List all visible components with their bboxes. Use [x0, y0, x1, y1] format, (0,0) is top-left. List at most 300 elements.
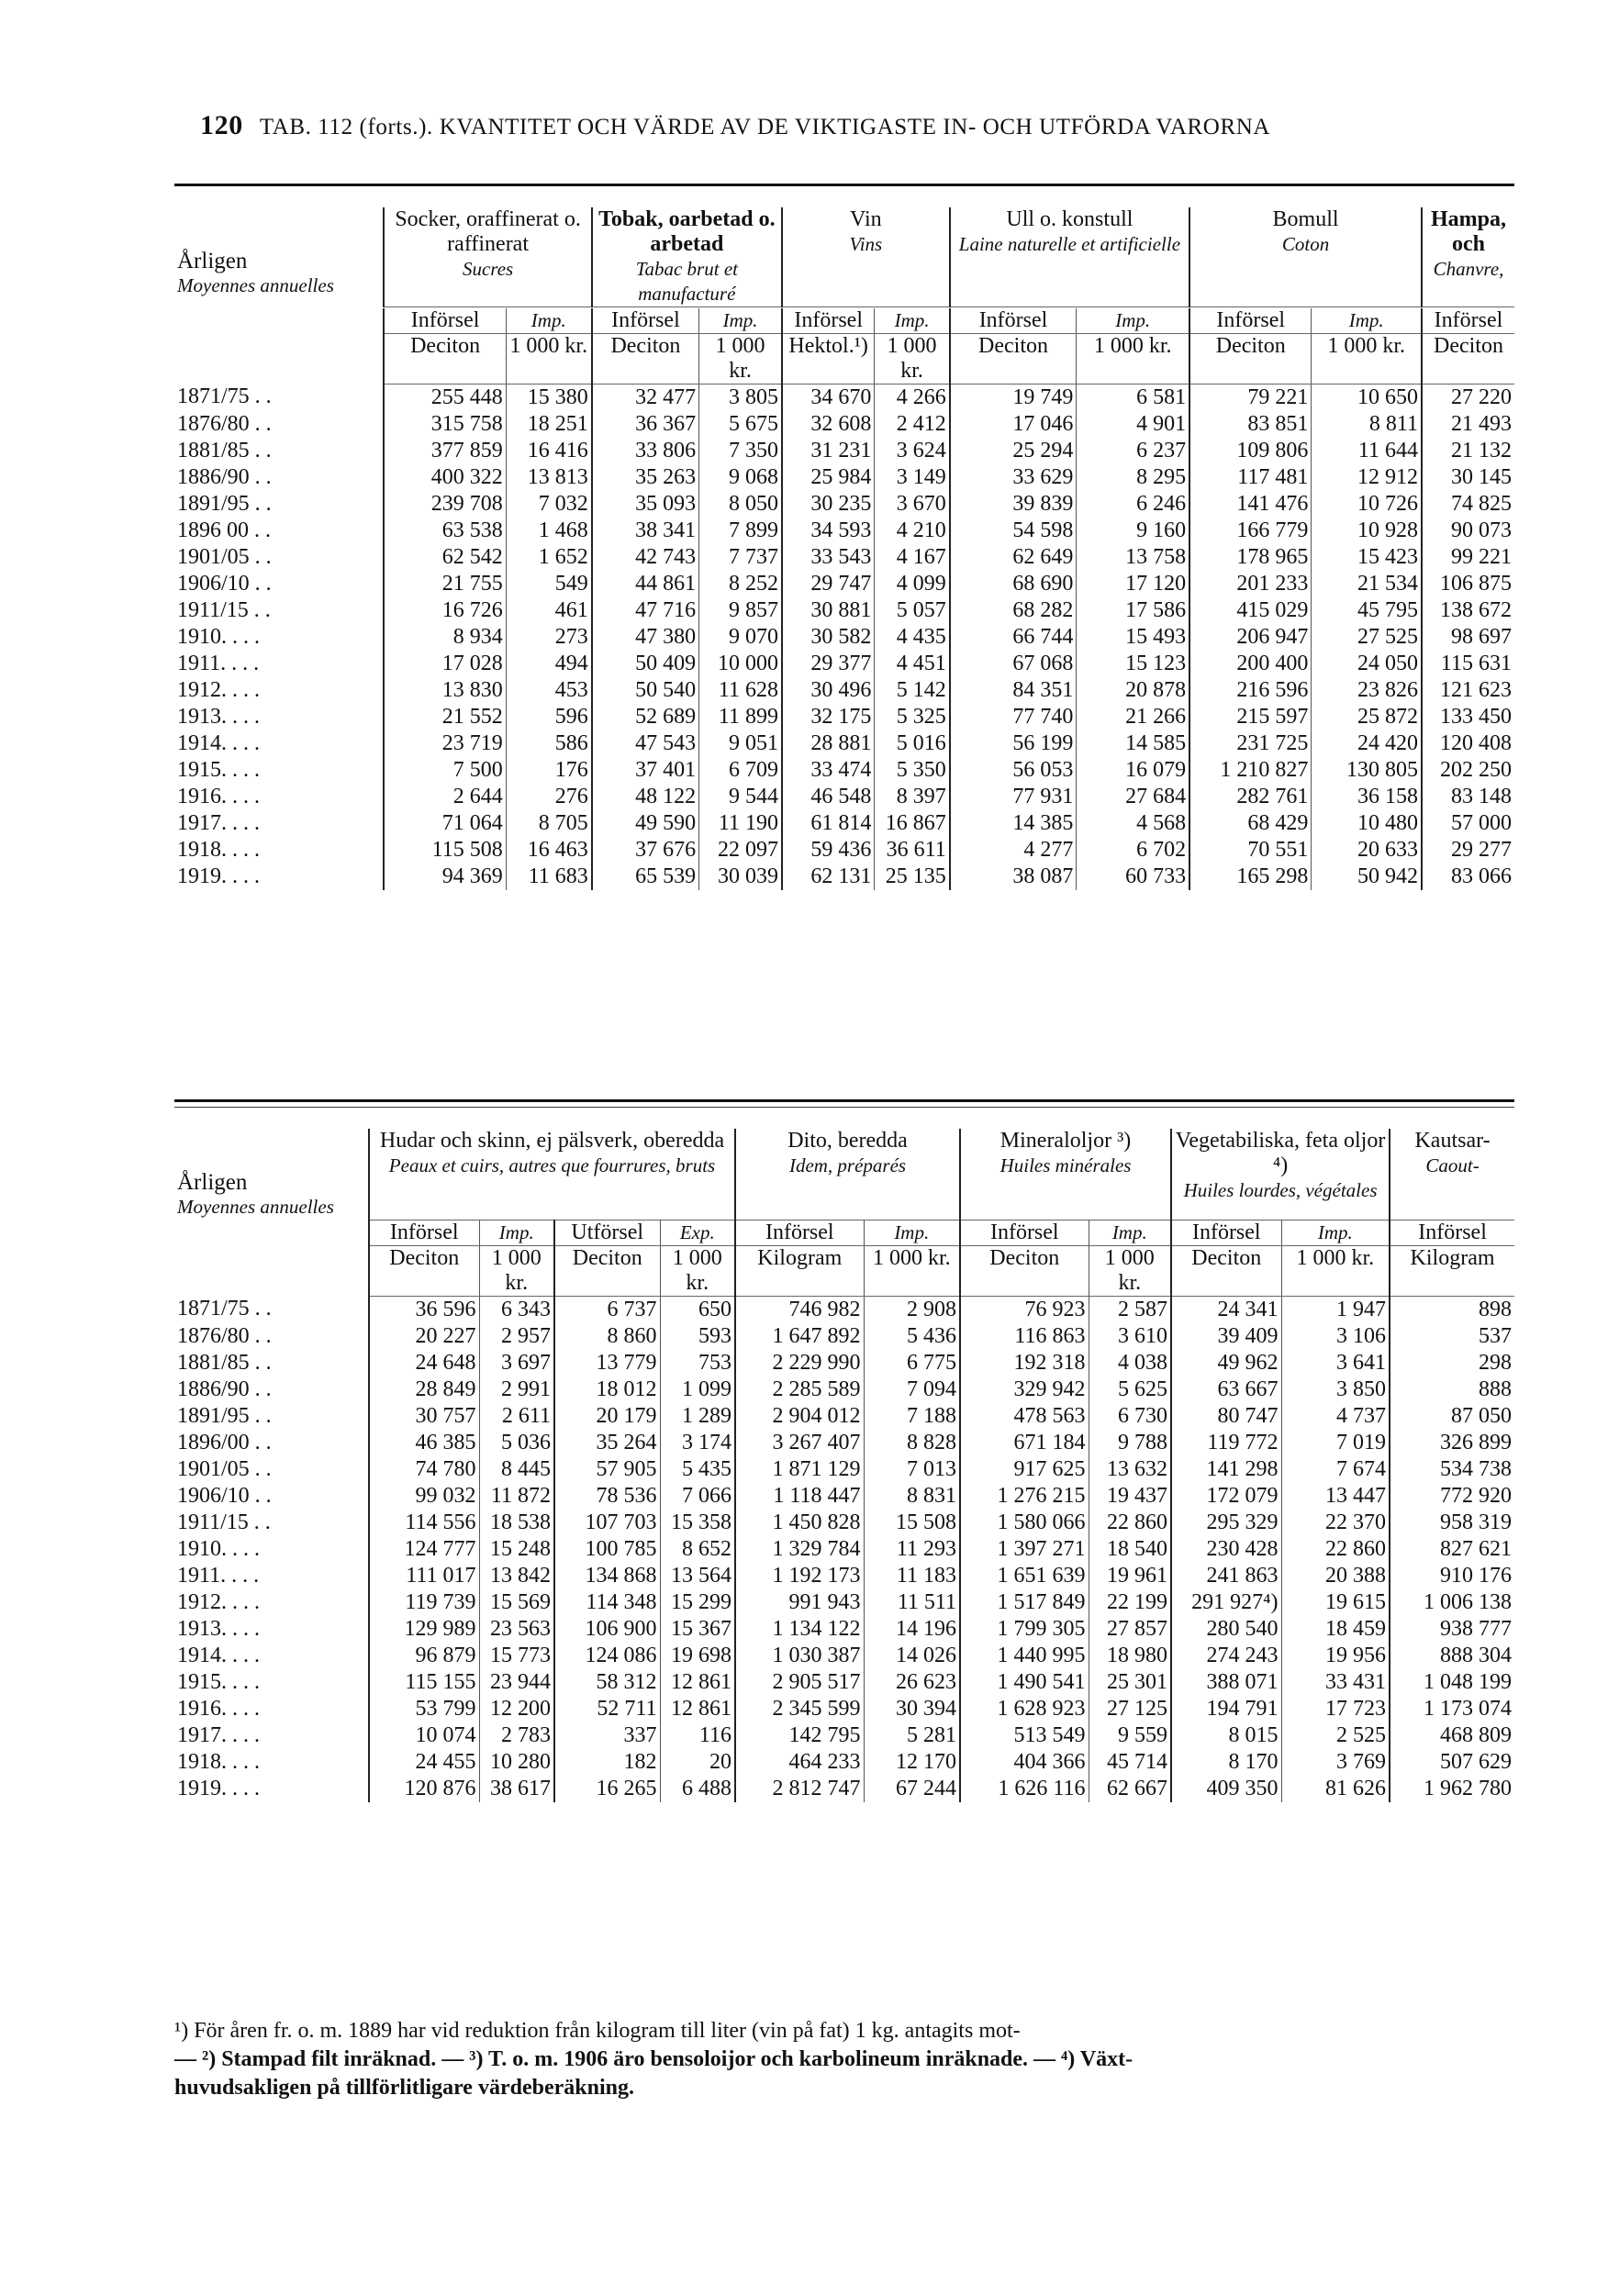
footnotes [174, 2017, 1514, 2102]
cell-value: 8 015 [1171, 1722, 1281, 1749]
cell-value: 22 370 [1281, 1510, 1390, 1536]
cell-value: 10 650 [1312, 384, 1422, 411]
cell-value: 182 [554, 1749, 660, 1776]
cell-value: 1 626 116 [960, 1776, 1089, 1802]
table-row [174, 1776, 1514, 1802]
flow-label: Införsel [950, 308, 1077, 334]
cell-value: 37 676 [592, 837, 699, 864]
cell-value: 96 879 [369, 1643, 479, 1669]
cell-value: 115 631 [1422, 651, 1514, 677]
cell-value: 7 188 [864, 1403, 960, 1430]
cell-value: 13 632 [1089, 1456, 1171, 1483]
row-year: 1886/90 . . [177, 1376, 272, 1401]
unit-label: Deciton [950, 333, 1077, 384]
cell-value: 17 046 [950, 411, 1077, 438]
cell-value: 33 474 [782, 757, 875, 784]
cell-value: 6 488 [660, 1776, 735, 1802]
unit-label: 1 000 kr. [660, 1245, 735, 1296]
cell-value: 80 747 [1171, 1403, 1281, 1430]
cell-value: 5 436 [864, 1323, 960, 1350]
cell-value: 176 [506, 757, 592, 784]
cell-value: 107 703 [554, 1510, 660, 1536]
cell-value: 282 761 [1189, 784, 1312, 810]
flow-label: Imp. [1089, 1220, 1171, 1245]
cell-value: 100 785 [554, 1536, 660, 1563]
flow-row-2 [174, 1220, 1514, 1245]
flow-label: Exp. [660, 1220, 735, 1245]
cell-value: 8 170 [1171, 1749, 1281, 1776]
table-title: TAB. 112 (forts.). KVANTITET OCH VÄRDE AV DE VIKTIGASTE IN- OCH UTFÖRDA VARORNA [259, 115, 1271, 139]
cell-value: 8 397 [875, 784, 950, 810]
row-year: 1911. . . . [177, 1563, 260, 1588]
cell-value: 20 [660, 1749, 735, 1776]
cell-value: 4 737 [1281, 1403, 1390, 1430]
cell-value: 77 740 [950, 704, 1077, 730]
cell-value: 12 200 [479, 1696, 554, 1722]
cell-value: 7 737 [699, 544, 782, 571]
cell-value: 15 380 [506, 384, 592, 411]
table-row [174, 491, 1514, 518]
cell-value: 62 131 [782, 864, 875, 890]
cell-value: 35 263 [592, 464, 699, 491]
cell-value: 60 733 [1077, 864, 1189, 890]
cell-value: 29 277 [1422, 837, 1514, 864]
cell-value: 239 708 [384, 491, 506, 518]
cell-value: 70 551 [1189, 837, 1312, 864]
cell-value: 1 397 271 [960, 1536, 1089, 1563]
cell-value: 165 298 [1189, 864, 1312, 890]
cell-value: 1 030 387 [735, 1643, 864, 1669]
cell-value: 4 277 [950, 837, 1077, 864]
cell-value: 15 493 [1077, 624, 1189, 651]
cell-value: 5 036 [479, 1430, 554, 1456]
unit-label: Deciton [960, 1245, 1089, 1296]
table-row [174, 1696, 1514, 1722]
cell-value: 1 947 [1281, 1296, 1390, 1323]
cell-value: 507 629 [1390, 1749, 1514, 1776]
table-row [174, 464, 1514, 491]
table-row [174, 1323, 1514, 1350]
unit-label: 1 000 kr. [506, 333, 592, 384]
cell-value: 194 791 [1171, 1696, 1281, 1722]
cell-value: 898 [1390, 1296, 1514, 1323]
table-row [174, 677, 1514, 704]
row-year: 1881/85 . . [177, 1350, 272, 1375]
cell-value: 15 299 [660, 1589, 735, 1616]
cell-value: 461 [506, 597, 592, 624]
cell-value: 134 868 [554, 1563, 660, 1589]
cell-value: 276 [506, 784, 592, 810]
table-row [174, 1536, 1514, 1563]
cell-value: 8 934 [384, 624, 506, 651]
cell-value: 120 876 [369, 1776, 479, 1802]
cell-value: 83 066 [1422, 864, 1514, 890]
commodity-table-2 [174, 1129, 1514, 1802]
cell-value: 24 050 [1312, 651, 1422, 677]
cell-value: 44 861 [592, 571, 699, 597]
row-year: 1914. . . . [177, 1643, 260, 1667]
cell-value: 90 073 [1422, 518, 1514, 544]
cell-value: 36 596 [369, 1296, 479, 1323]
unit-label: 1 000 kr. [1089, 1245, 1171, 1296]
cell-value: 415 029 [1189, 597, 1312, 624]
unit-label: 1 000 kr. [1312, 333, 1422, 384]
cell-value: 2 957 [479, 1323, 554, 1350]
cell-value: 8 445 [479, 1456, 554, 1483]
cell-value: 9 160 [1077, 518, 1189, 544]
table-row [174, 704, 1514, 730]
cell-value: 42 743 [592, 544, 699, 571]
cell-value: 3 106 [1281, 1323, 1390, 1350]
flow-label: Införsel [1422, 308, 1514, 334]
table-row [174, 1483, 1514, 1510]
cell-value: 888 304 [1390, 1643, 1514, 1669]
cell-value: 4 266 [875, 384, 950, 411]
cell-value: 83 148 [1422, 784, 1514, 810]
table-row [174, 1376, 1514, 1403]
year-header: Årligen Moyennes annuelles [177, 249, 334, 296]
table-row [174, 1510, 1514, 1536]
cell-value: 7 899 [699, 518, 782, 544]
cell-value: 1 210 827 [1189, 757, 1312, 784]
cell-value: 2 783 [479, 1722, 554, 1749]
cell-value: 30 757 [369, 1403, 479, 1430]
cell-value: 938 777 [1390, 1616, 1514, 1643]
cell-value: 9 070 [699, 624, 782, 651]
cell-value: 20 633 [1312, 837, 1422, 864]
cell-value: 453 [506, 677, 592, 704]
cell-value: 120 408 [1422, 730, 1514, 757]
cell-value: 4 901 [1077, 411, 1189, 438]
cell-value: 326 899 [1390, 1430, 1514, 1456]
flow-label: Imp. [864, 1220, 960, 1245]
col-head-hides: Hudar och skinn, ej pälsverk, oberedda Peaux et cuirs, autres que fourrures, bruts [369, 1129, 735, 1220]
table-row [174, 1616, 1514, 1643]
table-row [174, 1669, 1514, 1696]
cell-value: 2 644 [384, 784, 506, 810]
flow-label: Införsel [369, 1220, 479, 1245]
cell-value: 9 788 [1089, 1430, 1171, 1456]
row-year: 1911/15 . . [177, 597, 271, 622]
row-year: 1886/90 . . [177, 464, 272, 489]
cell-value: 7 066 [660, 1483, 735, 1510]
cell-value: 21 534 [1312, 571, 1422, 597]
cell-value: 24 341 [1171, 1296, 1281, 1323]
table-row [174, 384, 1514, 411]
row-year: 1916. . . . [177, 1696, 260, 1721]
unit-label: 1 000 kr. [875, 333, 950, 384]
row-year: 1919. . . . [177, 864, 260, 888]
table-row [174, 810, 1514, 837]
cell-value: 29 377 [782, 651, 875, 677]
year-header-2: Årligen Moyennes annuelles [177, 1170, 334, 1218]
cell-value: 3 624 [875, 438, 950, 464]
unit-label: Hektol.¹) [782, 333, 875, 384]
cell-value: 27 220 [1422, 384, 1514, 411]
flow-row [174, 308, 1514, 334]
cell-value: 14 585 [1077, 730, 1189, 757]
flow-label: Införsel [1171, 1220, 1281, 1245]
cell-value: 1 048 199 [1390, 1669, 1514, 1696]
cell-value: 33 629 [950, 464, 1077, 491]
footnote-1: ¹) För åren fr. o. m. 1889 har vid reduktion från kilogram till liter (vin på fat) 1 kg. antagits mot- [174, 2019, 1021, 2043]
unit-label: Deciton [592, 333, 699, 384]
cell-value: 5 675 [699, 411, 782, 438]
cell-value: 130 805 [1312, 757, 1422, 784]
cell-value: 2 908 [864, 1296, 960, 1323]
cell-value: 11 190 [699, 810, 782, 837]
page-number: 120 [200, 110, 243, 140]
cell-value: 22 860 [1281, 1536, 1390, 1563]
cell-value: 106 900 [554, 1616, 660, 1643]
table-row [174, 784, 1514, 810]
cell-value: 26 623 [864, 1669, 960, 1696]
cell-value: 109 806 [1189, 438, 1312, 464]
cell-value: 15 367 [660, 1616, 735, 1643]
cell-value: 17 028 [384, 651, 506, 677]
cell-value: 67 068 [950, 651, 1077, 677]
cell-value: 30 394 [864, 1696, 960, 1722]
cell-value: 4 568 [1077, 810, 1189, 837]
cell-value: 15 358 [660, 1510, 735, 1536]
cell-value: 56 053 [950, 757, 1077, 784]
cell-value: 4 435 [875, 624, 950, 651]
cell-value: 16 867 [875, 810, 950, 837]
cell-value: 1 652 [506, 544, 592, 571]
cell-value: 34 670 [782, 384, 875, 411]
cell-value: 5 016 [875, 730, 950, 757]
cell-value: 19 615 [1281, 1589, 1390, 1616]
cell-value: 2 412 [875, 411, 950, 438]
cell-value: 827 621 [1390, 1536, 1514, 1563]
cell-value: 12 861 [660, 1696, 735, 1722]
cell-value: 200 400 [1189, 651, 1312, 677]
cell-value: 11 183 [864, 1563, 960, 1589]
row-year: 1913. . . . [177, 704, 260, 729]
cell-value: 201 233 [1189, 571, 1312, 597]
cell-value: 59 436 [782, 837, 875, 864]
cell-value: 37 401 [592, 757, 699, 784]
cell-value: 388 071 [1171, 1669, 1281, 1696]
cell-value: 63 667 [1171, 1376, 1281, 1403]
table-row [174, 1350, 1514, 1376]
flow-label: Imp. [699, 308, 782, 334]
cell-value: 11 628 [699, 677, 782, 704]
unit-label: Deciton [384, 333, 506, 384]
cell-value: 141 298 [1171, 1456, 1281, 1483]
cell-value: 24 455 [369, 1749, 479, 1776]
table-row [174, 411, 1514, 438]
cell-value: 19 956 [1281, 1643, 1390, 1669]
cell-value: 1 006 138 [1390, 1589, 1514, 1616]
cell-value: 291 927⁴) [1171, 1589, 1281, 1616]
cell-value: 27 857 [1089, 1616, 1171, 1643]
col-head-veg-oil: Vegetabiliska, feta oljor ⁴) Huiles lourdes, végétales [1171, 1129, 1390, 1220]
cell-value: 11 511 [864, 1589, 960, 1616]
page-header [200, 110, 1270, 141]
unit-label: 1 000 kr. [699, 333, 782, 384]
cell-value: 3 769 [1281, 1749, 1390, 1776]
cell-value: 11 644 [1312, 438, 1422, 464]
cell-value: 15 508 [864, 1510, 960, 1536]
cell-value: 35 264 [554, 1430, 660, 1456]
cell-value: 18 980 [1089, 1643, 1171, 1669]
mid-rule-thin [174, 1107, 1514, 1108]
cell-value: 6 581 [1077, 384, 1189, 411]
cell-value: 409 350 [1171, 1776, 1281, 1802]
cell-value: 2 229 990 [735, 1350, 864, 1376]
cell-value: 1 468 [506, 518, 592, 544]
cell-value: 30 496 [782, 677, 875, 704]
cell-value: 15 423 [1312, 544, 1422, 571]
cell-value: 9 544 [699, 784, 782, 810]
cell-value: 1 490 541 [960, 1669, 1089, 1696]
cell-value: 25 872 [1312, 704, 1422, 730]
cell-value: 1 276 215 [960, 1483, 1089, 1510]
table-row [174, 651, 1514, 677]
cell-value: 13 830 [384, 677, 506, 704]
unit-label: 1 000 kr. [1077, 333, 1189, 384]
cell-value: 62 649 [950, 544, 1077, 571]
cell-value: 30 235 [782, 491, 875, 518]
cell-value: 772 920 [1390, 1483, 1514, 1510]
cell-value: 7 500 [384, 757, 506, 784]
cell-value: 2 904 012 [735, 1403, 864, 1430]
cell-value: 48 122 [592, 784, 699, 810]
cell-value: 400 322 [384, 464, 506, 491]
cell-value: 14 026 [864, 1643, 960, 1669]
cell-value: 74 825 [1422, 491, 1514, 518]
cell-value: 49 590 [592, 810, 699, 837]
cell-value: 6 702 [1077, 837, 1189, 864]
cell-value: 49 962 [1171, 1350, 1281, 1376]
row-year: 1914. . . . [177, 730, 260, 755]
cell-value: 6 775 [864, 1350, 960, 1376]
cell-value: 6 730 [1089, 1403, 1171, 1430]
cell-value: 61 814 [782, 810, 875, 837]
cell-value: 202 250 [1422, 757, 1514, 784]
flow-label: Imp. [875, 308, 950, 334]
cell-value: 4 167 [875, 544, 950, 571]
cell-value: 27 125 [1089, 1696, 1171, 1722]
flow-label: Imp. [1281, 1220, 1390, 1245]
cell-value: 13 447 [1281, 1483, 1390, 1510]
cell-value: 1 647 892 [735, 1323, 864, 1350]
cell-value: 13 779 [554, 1350, 660, 1376]
col-head-mineral-oil: Mineraloljor ³) Huiles minérales [960, 1129, 1171, 1220]
cell-value: 62 667 [1089, 1776, 1171, 1802]
cell-value: 586 [506, 730, 592, 757]
cell-value: 274 243 [1171, 1643, 1281, 1669]
cell-value: 68 690 [950, 571, 1077, 597]
cell-value: 20 388 [1281, 1563, 1390, 1589]
cell-value: 2 991 [479, 1376, 554, 1403]
cell-value: 138 672 [1422, 597, 1514, 624]
cell-value: 8 828 [864, 1430, 960, 1456]
cell-value: 21 132 [1422, 438, 1514, 464]
cell-value: 21 755 [384, 571, 506, 597]
cell-value: 32 477 [592, 384, 699, 411]
cell-value: 494 [506, 651, 592, 677]
cell-value: 17 586 [1077, 597, 1189, 624]
flow-label: Utförsel [554, 1220, 660, 1245]
cell-value: 50 409 [592, 651, 699, 677]
cell-value: 29 747 [782, 571, 875, 597]
flow-label: Införsel [960, 1220, 1089, 1245]
cell-value: 19 961 [1089, 1563, 1171, 1589]
mid-rule [174, 1099, 1514, 1102]
unit-label: Deciton [1171, 1245, 1281, 1296]
cell-value: 22 860 [1089, 1510, 1171, 1536]
cell-value: 63 538 [384, 518, 506, 544]
cell-value: 23 944 [479, 1669, 554, 1696]
cell-value: 81 626 [1281, 1776, 1390, 1802]
cell-value: 25 301 [1089, 1669, 1171, 1696]
cell-value: 10 480 [1312, 810, 1422, 837]
cell-value: 16 265 [554, 1776, 660, 1802]
cell-value: 76 923 [960, 1296, 1089, 1323]
cell-value: 230 428 [1171, 1536, 1281, 1563]
cell-value: 83 851 [1189, 411, 1312, 438]
cell-value: 1 799 305 [960, 1616, 1089, 1643]
cell-value: 38 087 [950, 864, 1077, 890]
cell-value: 129 989 [369, 1616, 479, 1643]
cell-value: 25 294 [950, 438, 1077, 464]
cell-value: 2 525 [1281, 1722, 1390, 1749]
cell-value: 3 267 407 [735, 1430, 864, 1456]
cell-value: 5 142 [875, 677, 950, 704]
row-year: 1912. . . . [177, 677, 260, 702]
cell-value: 15 123 [1077, 651, 1189, 677]
cell-value: 537 [1390, 1323, 1514, 1350]
cell-value: 21 552 [384, 704, 506, 730]
cell-value: 12 861 [660, 1669, 735, 1696]
unit-label: Deciton [554, 1245, 660, 1296]
cell-value: 84 351 [950, 677, 1077, 704]
footnote-2: — ²) Stampad filt inräknad. — ³) T. o. m. 1906 äro bensoloijor och karbolineum inräknade. — ⁴) Växt- [174, 2047, 1133, 2071]
row-year: 1913. . . . [177, 1616, 260, 1641]
cell-value: 1 289 [660, 1403, 735, 1430]
cell-value: 10 726 [1312, 491, 1422, 518]
cell-value: 32 608 [782, 411, 875, 438]
cell-value: 11 293 [864, 1536, 960, 1563]
row-year: 1919. . . . [177, 1776, 260, 1800]
cell-value: 1 871 129 [735, 1456, 864, 1483]
cell-value: 178 965 [1189, 544, 1312, 571]
cell-value: 9 051 [699, 730, 782, 757]
row-year: 1906/10 . . [177, 1483, 272, 1508]
cell-value: 13 758 [1077, 544, 1189, 571]
cell-value: 18 251 [506, 411, 592, 438]
cell-value: 18 540 [1089, 1536, 1171, 1563]
cell-value: 6 237 [1077, 438, 1189, 464]
table-row [174, 1430, 1514, 1456]
cell-value: 22 097 [699, 837, 782, 864]
cell-value: 52 711 [554, 1696, 660, 1722]
cell-value: 14 196 [864, 1616, 960, 1643]
cell-value: 295 329 [1171, 1510, 1281, 1536]
top-rule [174, 184, 1514, 186]
cell-value: 1 099 [660, 1376, 735, 1403]
unit-label: Kilogram [735, 1245, 864, 1296]
cell-value: 231 725 [1189, 730, 1312, 757]
cell-value: 56 199 [950, 730, 1077, 757]
table-row [174, 1296, 1514, 1323]
cell-value: 39 409 [1171, 1323, 1281, 1350]
cell-value: 116 [660, 1722, 735, 1749]
cell-value: 32 175 [782, 704, 875, 730]
cell-value: 19 749 [950, 384, 1077, 411]
